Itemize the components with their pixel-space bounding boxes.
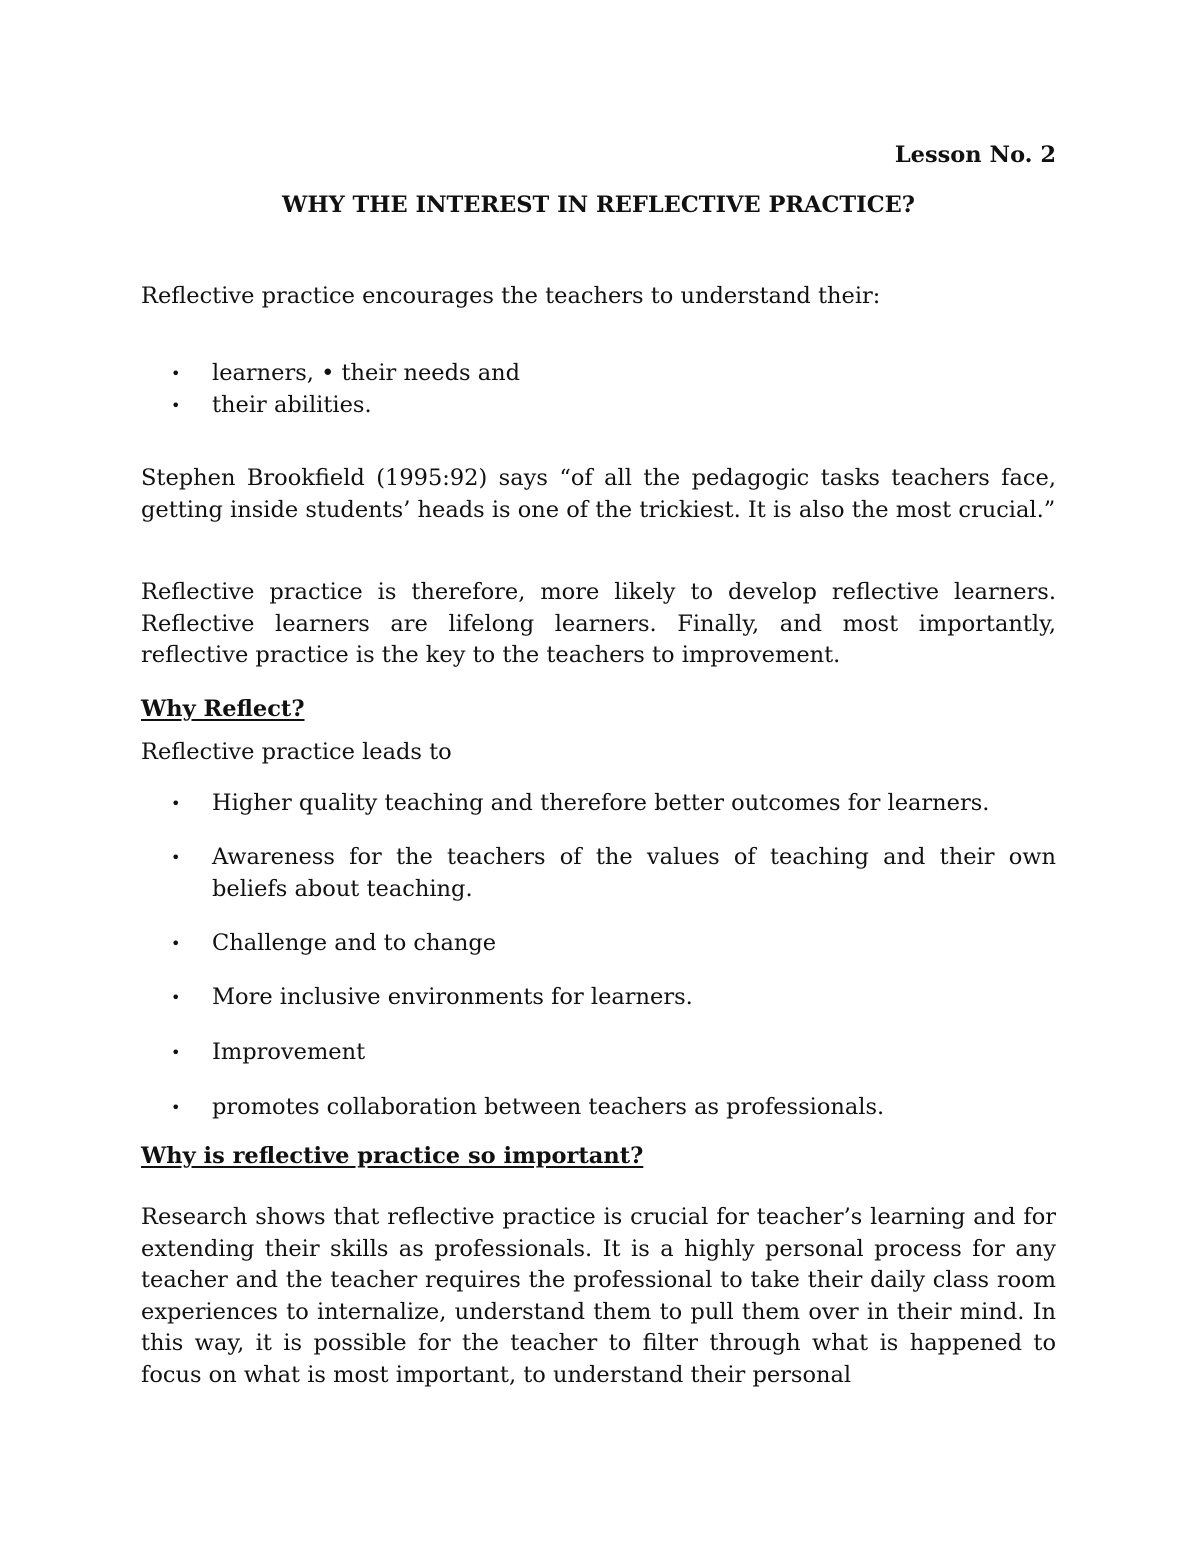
list-item-text: Awareness for the teachers of the values of teaching and their own beliefs about teaching. <box>212 844 1056 902</box>
list-item <box>141 788 1056 820</box>
list-item-text: More inclusive environments for learners. <box>212 984 693 1010</box>
list-item <box>141 982 1056 1014</box>
list-item <box>141 1037 1056 1069</box>
list-item-text: promotes collaboration between teachers as professionals. <box>212 1094 885 1120</box>
bullet-icon: • <box>171 1098 181 1117</box>
bullet-icon: • <box>171 364 181 383</box>
section-heading-why-reflect: Why Reflect? <box>141 696 305 722</box>
list-item <box>141 390 1056 422</box>
list-item-text: learners, • their needs and <box>212 360 521 386</box>
bullet-icon: • <box>171 934 181 953</box>
bullet-icon: • <box>171 988 181 1007</box>
list-item-text: Improvement <box>212 1039 366 1065</box>
importance-paragraph: Research shows that reflective practice is crucial for teacher’s learning and for extending their skills as professionals. It is a highly personal process for any teacher and the teacher requires the professional to take their daily class room experiences to internalize, understand them to pull them over in their mind. In this way, it is possible for the teacher to filter through what is happened to focus on what is most important, to understand their personal <box>141 1204 1056 1388</box>
bullet-icon: • <box>171 848 181 867</box>
intro-lead: Reflective practice encourages the teachers to understand their: <box>141 283 881 309</box>
bullet-icon: • <box>171 396 181 415</box>
page-title: WHY THE INTEREST IN REFLECTIVE PRACTICE? <box>282 192 915 218</box>
quote-paragraph: Stephen Brookfield (1995:92) says “of all the pedagogic tasks teachers face, getting inside students’ heads is one of the trickiest. It is also the most crucial.” <box>141 465 1056 523</box>
bullet-icon: • <box>171 794 181 813</box>
list-item <box>141 842 1056 905</box>
list-item <box>141 928 1056 960</box>
lesson-number: Lesson No. 2 <box>894 142 1056 168</box>
bullet-icon: • <box>171 1043 181 1062</box>
list-item <box>141 1092 1056 1124</box>
section-heading-importance: Why is reflective practice so important? <box>141 1143 644 1169</box>
therefore-paragraph: Reflective practice is therefore, more likely to develop reflective learners. Reflective learners are lifelong learners. Finally, and most importantly, reflective practice is the key to the teachers to improvement. <box>141 579 1056 668</box>
list-item <box>141 358 1056 390</box>
list-item-text: their abilities. <box>212 392 372 418</box>
list-item-text: Higher quality teaching and therefore better outcomes for learners. <box>212 790 990 816</box>
list-item-text: Challenge and to change <box>212 930 497 956</box>
why-reflect-lead: Reflective practice leads to <box>141 739 452 765</box>
